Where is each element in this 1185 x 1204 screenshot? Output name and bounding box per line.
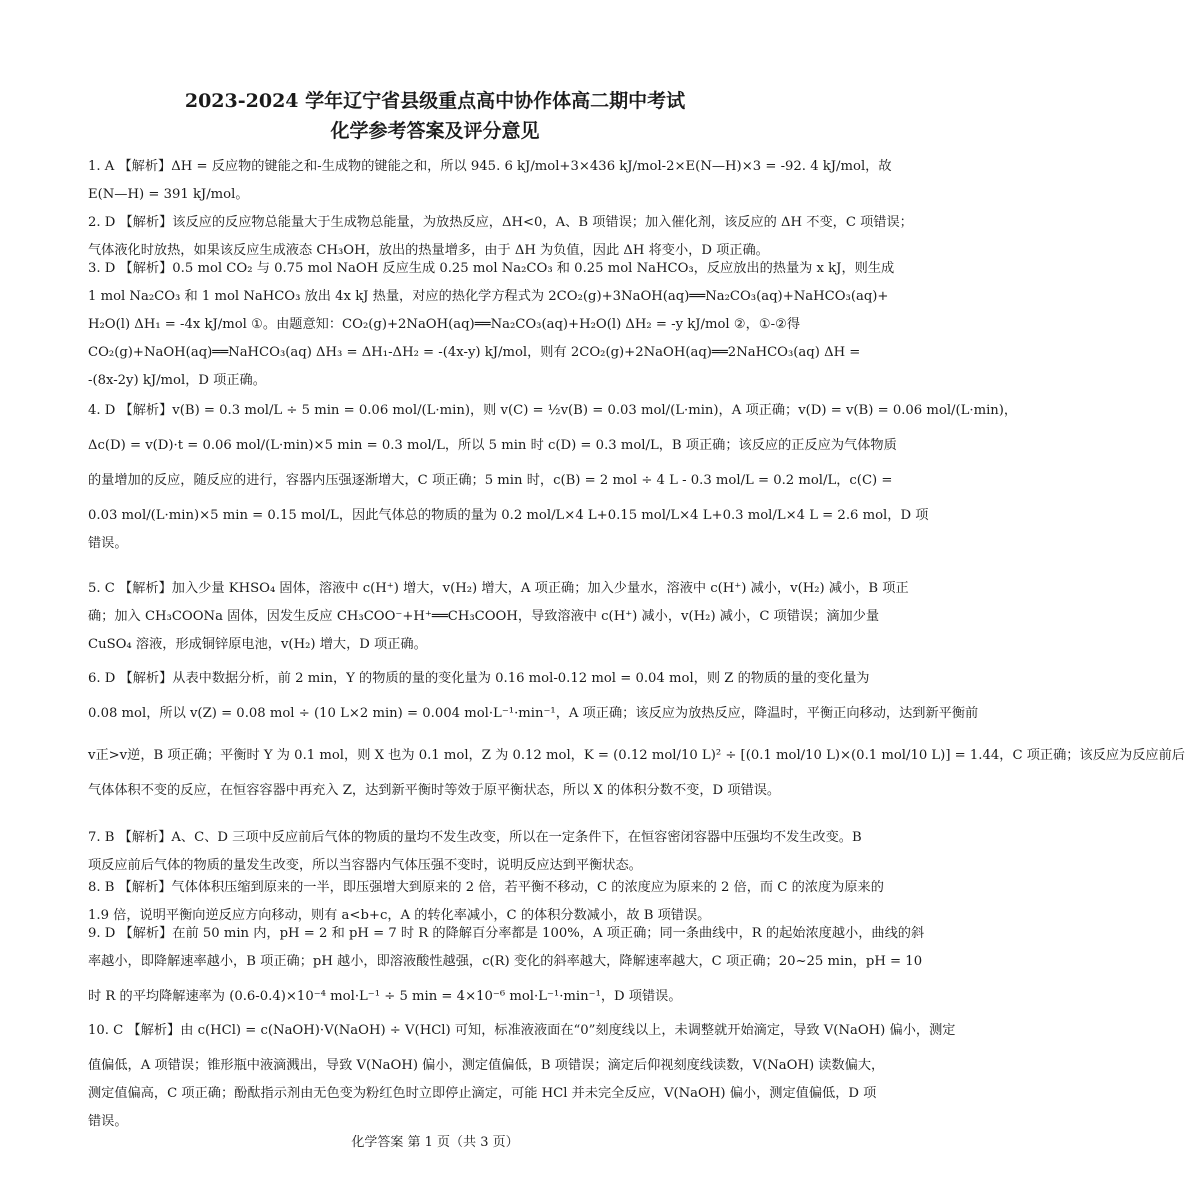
- answer-line: 1.9 倍，说明平衡向逆反应方向移动，则有 a<b+c，A 的转化率减小，C 的体积分数减小，故 B 项错误。: [88, 908, 711, 923]
- answer-line: Δc(D) = v(D)·t = 0.06 mol/(L·min)×5 min = 0.3 mol/L，所以 5 min 时 c(D) = 0.3 mol/L，B 项正确；该反应的正反应为气体物质: [88, 438, 897, 453]
- answer-item-4: [88, 390, 1018, 558]
- answer-line: 4. D 【解析】v(B) = 0.3 mol/L ÷ 5 min = 0.06 mol/(L·min)，则 v(C) = ½v(B) = 0.03 mol/(L·min)，A 项正确；v(D) = v(B) = 0.06 mol/(L·min)，: [88, 403, 1018, 418]
- answer-line: 2. D 【解析】该反应的反应物总能量大于生成物总能量，为放热反应，ΔH<0，A、B 项错误；加入催化剂，该反应的 ΔH 不变，C 项错误；: [88, 215, 913, 230]
- answer-line: 确；加入 CH₃COONa 固体，因发生反应 CH₃COO⁻+H⁺══CH₃COOH，导致溶液中 c(H⁺) 减小，v(H₂) 减小，C 项错误；滴加少量: [88, 609, 880, 624]
- answer-item-7: [88, 824, 862, 880]
- answer-line: 8. B 【解析】气体体积压缩到原来的一半，即压强增大到原来的 2 倍，若平衡不移动，C 的浓度应为原来的 2 倍，而 C 的浓度为原来的: [88, 880, 884, 895]
- answer-line: 9. D 【解析】在前 50 min 内，pH = 2 和 pH = 7 时 R 的降解百分率都是 100%，A 项正确；同一条曲线中，R 的起始浓度越小，曲线的斜: [88, 926, 925, 941]
- answer-line: 时 R 的平均降解速率为 (0.6-0.4)×10⁻⁴ mol·L⁻¹ ÷ 5 min = 4×10⁻⁶ mol·L⁻¹·min⁻¹，D 项错误。: [88, 989, 682, 1004]
- answer-line: 5. C 【解析】加入少量 KHSO₄ 固体，溶液中 c(H⁺) 增大，v(H₂) 增大，A 项正确；加入少量水，溶液中 c(H⁺) 减小，v(H₂) 减小，B 项正: [88, 581, 909, 596]
- answer-line: 1. A 【解析】ΔH = 反应物的键能之和-生成物的键能之和，所以 945. 6 kJ/mol+3×436 kJ/mol-2×E(N—H)×3 = -92. 4 kJ/mol，故: [88, 159, 892, 174]
- answer-line: 10. C 【解析】由 c(HCl) = c(NaOH)·V(NaOH) ÷ V(HCl) 可知，标准液液面在“0”刻度线以上，未调整就开始滴定，导致 V(NaOH) 偏小，测定: [88, 1023, 956, 1038]
- answer-line: 的量增加的反应，随反应的进行，容器内压强逐渐增大，C 项正确；5 min 时，c(B) = 2 mol ÷ 4 L - 0.3 mol/L = 0.2 mol/L，c(C) =: [88, 473, 893, 488]
- answer-item-9: [88, 920, 925, 1018]
- answer-item-6: [88, 665, 1185, 805]
- answer-line: 3. D 【解析】0.5 mol CO₂ 与 0.75 mol NaOH 反应生成 0.25 mol Na₂CO₃ 和 0.25 mol NaHCO₃，反应放出的热量为 x kJ，则生成: [88, 261, 895, 276]
- answer-item-3: [88, 255, 895, 395]
- answer-line: 6. D 【解析】从表中数据分析，前 2 min，Y 的物质的量的变化量为 0.16 mol-0.12 mol = 0.04 mol，则 Z 的物质的量的变化量为: [88, 671, 870, 686]
- answer-line: 1 mol Na₂CO₃ 和 1 mol NaHCO₃ 放出 4x kJ 热量，对应的热化学方程式为 2CO₂(g)+3NaOH(aq)══Na₂CO₃(aq)+NaHCO₃(aq)+: [88, 289, 889, 304]
- answer-item-5: [88, 575, 909, 659]
- answer-subtitle: 化学参考答案及评分意见: [330, 120, 540, 142]
- page-footer: 化学答案 第 1 页（共 3 页）: [351, 1135, 519, 1150]
- answer-line: CO₂(g)+NaOH(aq)══NaHCO₃(aq) ΔH₃ = ΔH₁-ΔH₂ = -(4x-y) kJ/mol，则有 2CO₂(g)+2NaOH(aq)══2NaHCO₃(aq) ΔH =: [88, 345, 861, 360]
- answer-line: 气体液化时放热，如果该反应生成液态 CH₃OH，放出的热量增多，由于 ΔH 为负值，因此 ΔH 将变小，D 项正确。: [88, 243, 769, 258]
- answer-item-1: [88, 153, 892, 209]
- answer-line: H₂O(l) ΔH₁ = -4x kJ/mol ①。由题意知：CO₂(g)+2NaOH(aq)══Na₂CO₃(aq)+H₂O(l) ΔH₂ = -y kJ/mol ②，①-②得: [88, 317, 801, 332]
- answer-line: 错误。: [88, 536, 128, 551]
- answer-line: 0.08 mol，所以 v(Z) = 0.08 mol ÷ (10 L×2 min) = 0.004 mol·L⁻¹·min⁻¹，A 项正确；该反应为放热反应，降温时，平衡正向移动，达到新平衡前: [88, 706, 979, 721]
- answer-line: 项反应前后气体的物质的量发生改变，所以当容器内气体压强不变时，说明反应达到平衡状态。: [88, 858, 642, 873]
- exam-title: 2023-2024 学年辽宁省县级重点高中协作体高二期中考试: [184, 90, 686, 112]
- answer-line: E(N—H) = 391 kJ/mol。: [88, 187, 249, 202]
- answer-line: 值偏低，A 项错误；锥形瓶中液滴溅出，导致 V(NaOH) 偏小，测定值偏低，B 项错误；滴定后仰视刻度线读数，V(NaOH) 读数偏大，: [88, 1058, 885, 1073]
- answer-line: -(8x-2y) kJ/mol，D 项正确。: [88, 373, 266, 388]
- answer-line: 错误。: [88, 1114, 128, 1129]
- answer-item-10: [88, 1010, 956, 1136]
- answer-line: v正>v逆，B 项正确；平衡时 Y 为 0.1 mol，则 X 也为 0.1 mol，Z 为 0.12 mol，K = (0.12 mol/10 L)² ÷ [(0.1 mol/10 L)×(0.1 mol/10 L)] = 1.44，C 项正确；该反应为反应前后: [88, 748, 1185, 763]
- answer-line: 7. B 【解析】A、C、D 三项中反应前后气体的物质的量均不发生改变，所以在一定条件下，在恒容密闭容器中压强均不发生改变。B: [88, 830, 862, 845]
- answer-line: 0.03 mol/(L·min)×5 min = 0.15 mol/L，因此气体总的物质的量为 0.2 mol/L×4 L+0.15 mol/L×4 L+0.3 mol/L×4 L = 2.6 mol，D 项: [88, 508, 929, 523]
- answer-line: 率越小，即降解速率越小，B 项正确；pH 越小，即溶液酸性越强，c(R) 变化的斜率越大，降解速率越大，C 项正确；20~25 min，pH = 10: [88, 954, 923, 969]
- answer-line: CuSO₄ 溶液，形成铜锌原电池，v(H₂) 增大，D 项正确。: [88, 637, 427, 652]
- answer-line: 气体体积不变的反应，在恒容容器中再充入 Z，达到新平衡时等效于原平衡状态，所以 X 的体积分数不变，D 项错误。: [88, 783, 781, 798]
- answer-line: 测定值偏高，C 项正确；酚酞指示剂由无色变为粉红色时立即停止滴定，可能 HCl 并未完全反应，V(NaOH) 偏小，测定值偏低，D 项: [88, 1086, 877, 1101]
